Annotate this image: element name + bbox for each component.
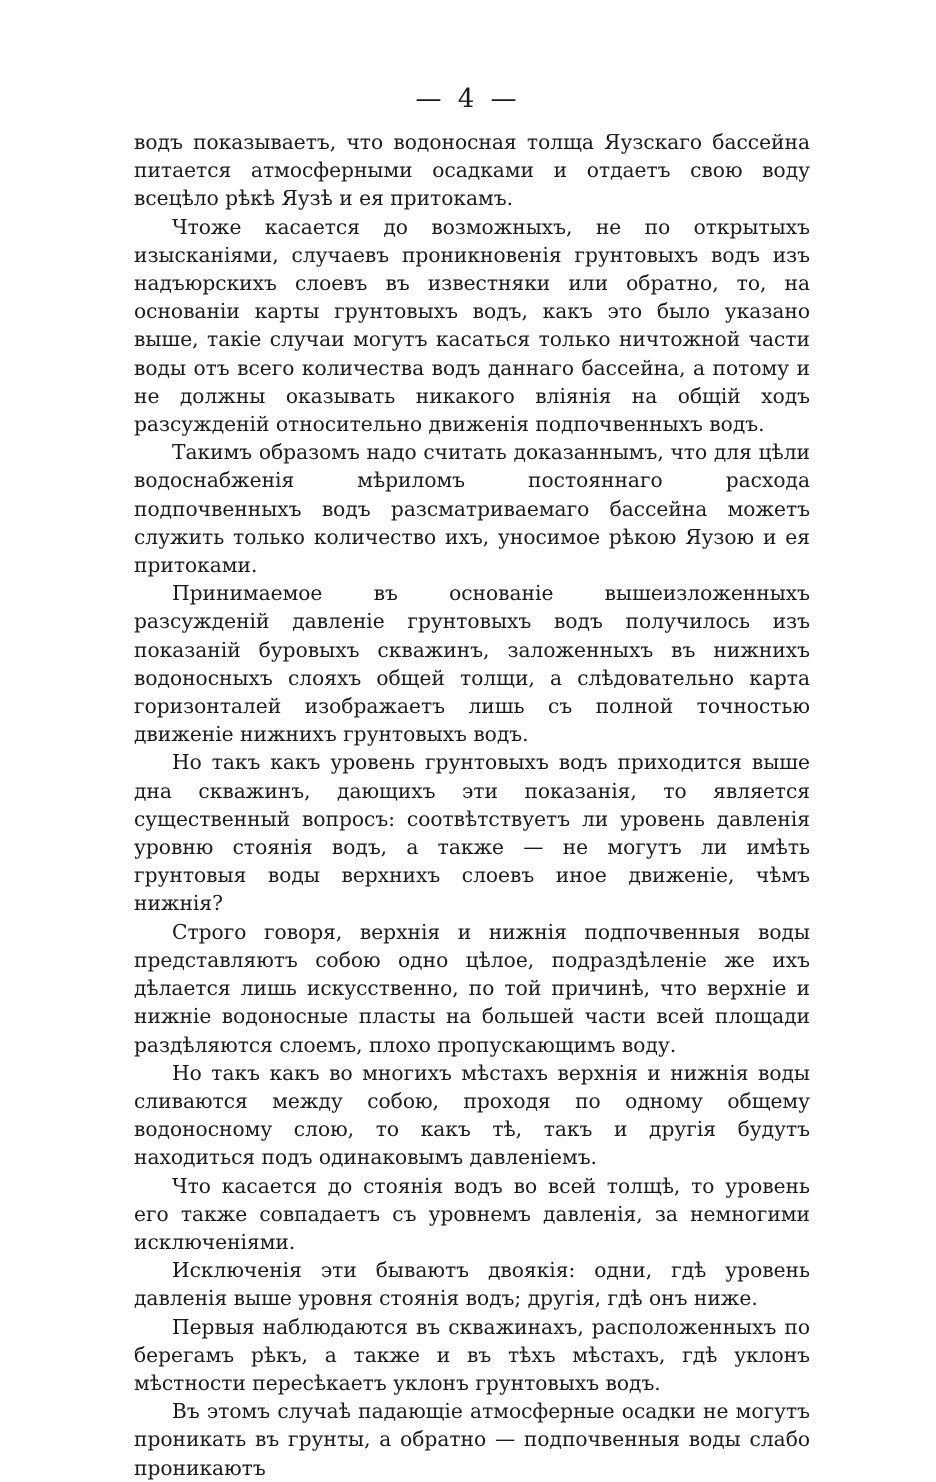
body-text bbox=[134, 128, 810, 1482]
paragraph-9: Исключенія эти бываютъ двоякія: одни, гдѣ уровень давленія выше уровня стоянія водъ; другія, гдѣ онъ ниже. bbox=[134, 1258, 810, 1311]
paragraph-6: Строго говоря, верхнія и нижнія подпочвенныя воды представляютъ собою одно цѣлое, подраздѣленіе же ихъ дѣлается лишь искусственно, по той причинѣ, что верхніе и нижніе водоносные пласты на большей части всей площади раздѣляются слоемъ, плохо пропускающимъ воду. bbox=[134, 919, 810, 1057]
page-number: — 4 — bbox=[415, 84, 521, 114]
paragraph-1: водъ показываетъ, что водоносная толща Яузскаго бассейна питается атмосферными осадками и отдаетъ свою воду всецѣло рѣкѣ Яузѣ и ея притокамъ. bbox=[134, 130, 810, 211]
paragraph-8: Что касается до стоянія водъ во всей толщѣ, то уровень его также совпадаетъ съ уровнемъ давленія, за немногими исключеніями. bbox=[134, 1173, 810, 1254]
paragraph-5: Но такъ какъ уровень грунтовыхъ водъ приходится выше дна скважинъ, дающихъ эти показанія, то является существенный вопросъ: соотвѣтствуетъ ли уровень давленія уровню стоянія водъ, а также — не могутъ ли имѣть грунтовыя воды верхнихъ слоевъ иное движеніе, чѣмъ нижнія? bbox=[134, 750, 810, 916]
paragraph-7: Но такъ какъ во многихъ мѣстахъ верхнія и нижнія воды сливаются между собою, проходя по одному общему водоносному слою, то какъ тѣ, такъ и другія будутъ находиться подъ одинаковымъ давленіемъ. bbox=[134, 1060, 810, 1170]
paragraph-11: Въ этомъ случаѣ падающіе атмосферные осадки не могутъ проникать въ грунты, а обратно — подпочвенныя воды слабо проникаютъ bbox=[134, 1399, 810, 1480]
paragraph-4: Принимаемое въ основаніе вышеизложенныхъ разсужденій давленіе грунтовыхъ водъ получилось изъ показаній буровыхъ скважинъ, заложенныхъ въ нижнихъ водоносныхъ слояхъ общей толщи, а слѣдовательно карта горизонталей изображаетъ лишь съ полной точностью движеніе нижнихъ грунтовыхъ водъ. bbox=[134, 581, 810, 747]
paragraph-10: Первыя наблюдаются въ скважинахъ, расположенныхъ по берегамъ рѣкъ, а также и въ тѣхъ мѣстахъ, гдѣ уклонъ мѣстности пересѣкаетъ уклонъ грунтовыхъ водъ. bbox=[134, 1314, 810, 1395]
paragraph-3: Такимъ образомъ надо считать доказаннымъ, что для цѣли водоснабженія мѣриломъ постояннаго расхода подпочвенныхъ водъ разсматриваемаго бассейна можетъ служить только количество ихъ, уносимое рѣкою Яузою и ея притоками. bbox=[134, 440, 810, 578]
paragraph-2: Чтоже касается до возможныхъ, не по открытыхъ изысканіями, случаевъ проникновенія грунтовыхъ водъ изъ надъюрскихъ слоевъ въ известняки или обратно, то, на основаніи карты грунтовыхъ водъ, какъ это было указано выше, такіе случаи могутъ касаться только ничтожной части воды отъ всего количества водъ даннаго бассейна, а потому и не должны оказывать никакого вліянія на общій ходъ разсужденій относительно движенія подпочвенныхъ водъ. bbox=[134, 214, 810, 437]
